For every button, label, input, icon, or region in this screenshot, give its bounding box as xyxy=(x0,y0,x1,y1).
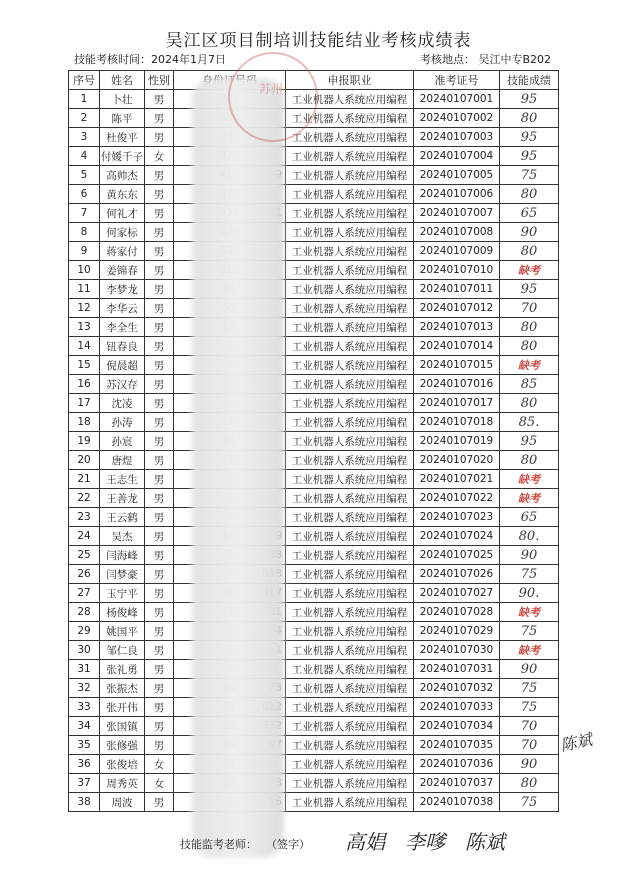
cell-gender: 男 xyxy=(145,394,174,413)
cell-gender: 男 xyxy=(145,717,174,736)
cell-ticket: 20240107022 xyxy=(414,489,500,508)
cell-job: 工业机器人系统应用编程 xyxy=(286,128,414,147)
cell-name: 付媛千子 xyxy=(100,147,145,166)
cell-job: 工业机器人系统应用编程 xyxy=(286,736,414,755)
table-row xyxy=(69,242,559,261)
cell-ticket: 20240107038 xyxy=(414,793,500,812)
signature-1: 高娼 xyxy=(345,830,385,854)
table-row xyxy=(69,223,559,242)
cell-no: 37 xyxy=(69,774,100,793)
redaction-blur xyxy=(192,78,284,858)
cell-name: 李梦龙 xyxy=(100,280,145,299)
cell-score: 缺考 xyxy=(500,470,559,489)
cell-job: 工业机器人系统应用编程 xyxy=(286,109,414,128)
table-row xyxy=(69,546,559,565)
cell-job: 工业机器人系统应用编程 xyxy=(286,223,414,242)
cell-gender: 男 xyxy=(145,166,174,185)
cell-score: 90 xyxy=(500,660,559,679)
cell-ticket: 20240107019 xyxy=(414,432,500,451)
cell-job: 工业机器人系统应用编程 xyxy=(286,622,414,641)
cell-name: 何礼才 xyxy=(100,204,145,223)
cell-name: 孙宸 xyxy=(100,432,145,451)
cell-name: 张振杰 xyxy=(100,679,145,698)
signature-note: （签字） xyxy=(266,838,310,851)
cell-no: 1 xyxy=(69,90,100,109)
cell-score: 90 xyxy=(500,223,559,242)
cell-no: 29 xyxy=(69,622,100,641)
cell-score: 缺考 xyxy=(500,603,559,622)
cell-ticket: 20240107007 xyxy=(414,204,500,223)
side-signature: 陈斌 xyxy=(558,729,594,756)
cell-ticket: 20240107002 xyxy=(414,109,500,128)
cell-no: 17 xyxy=(69,394,100,413)
cell-job: 工业机器人系统应用编程 xyxy=(286,261,414,280)
cell-ticket: 20240107035 xyxy=(414,736,500,755)
score-table xyxy=(68,70,559,812)
cell-name: 周波 xyxy=(100,793,145,812)
cell-no: 2 xyxy=(69,109,100,128)
header-score: 技能成绩 xyxy=(500,71,559,90)
cell-job: 工业机器人系统应用编程 xyxy=(286,489,414,508)
cell-no: 10 xyxy=(69,261,100,280)
cell-no: 5 xyxy=(69,166,100,185)
cell-score: 75 xyxy=(500,622,559,641)
cell-ticket: 20240107018 xyxy=(414,413,500,432)
header-name: 姓名 xyxy=(100,71,145,90)
cell-job: 工业机器人系统应用编程 xyxy=(286,774,414,793)
cell-no: 19 xyxy=(69,432,100,451)
cell-no: 22 xyxy=(69,489,100,508)
table-row xyxy=(69,280,559,299)
table-row xyxy=(69,527,559,546)
cell-no: 15 xyxy=(69,356,100,375)
cell-ticket: 20240107028 xyxy=(414,603,500,622)
cell-no: 16 xyxy=(69,375,100,394)
table-row xyxy=(69,622,559,641)
cell-score: 80 xyxy=(500,451,559,470)
cell-job: 工业机器人系统应用编程 xyxy=(286,432,414,451)
cell-job: 工业机器人系统应用编程 xyxy=(286,413,414,432)
cell-score: 65 xyxy=(500,204,559,223)
cell-ticket: 20240107032 xyxy=(414,679,500,698)
cell-job: 工业机器人系统应用编程 xyxy=(286,451,414,470)
cell-name: 李华云 xyxy=(100,299,145,318)
cell-no: 13 xyxy=(69,318,100,337)
cell-name: 杜俊平 xyxy=(100,128,145,147)
cell-job: 工业机器人系统应用编程 xyxy=(286,185,414,204)
cell-gender: 女 xyxy=(145,755,174,774)
cell-score: 95 xyxy=(500,128,559,147)
header-job: 申报职业 xyxy=(286,71,414,90)
cell-score: 95 xyxy=(500,90,559,109)
cell-gender: 男 xyxy=(145,318,174,337)
table-row xyxy=(69,299,559,318)
cell-name: 张开伟 xyxy=(100,698,145,717)
cell-name: 王志生 xyxy=(100,470,145,489)
table-row xyxy=(69,774,559,793)
cell-gender: 男 xyxy=(145,204,174,223)
cell-name: 吴杰 xyxy=(100,527,145,546)
cell-no: 21 xyxy=(69,470,100,489)
cell-score: 80 xyxy=(500,337,559,356)
cell-gender: 女 xyxy=(145,774,174,793)
table-row xyxy=(69,261,559,280)
cell-no: 35 xyxy=(69,736,100,755)
cell-no: 12 xyxy=(69,299,100,318)
cell-score: 85 xyxy=(500,375,559,394)
cell-ticket: 20240107004 xyxy=(414,147,500,166)
table-row xyxy=(69,204,559,223)
header-no: 序号 xyxy=(69,71,100,90)
cell-job: 工业机器人系统应用编程 xyxy=(286,299,414,318)
cell-gender: 男 xyxy=(145,299,174,318)
table-row xyxy=(69,337,559,356)
cell-gender: 男 xyxy=(145,641,174,660)
cell-gender: 男 xyxy=(145,489,174,508)
table-row xyxy=(69,318,559,337)
cell-ticket: 20240107014 xyxy=(414,337,500,356)
cell-job: 工业机器人系统应用编程 xyxy=(286,147,414,166)
cell-job: 工业机器人系统应用编程 xyxy=(286,242,414,261)
cell-job: 工业机器人系统应用编程 xyxy=(286,679,414,698)
table-row xyxy=(69,603,559,622)
proctor-label: 技能监考老师： xyxy=(180,838,257,851)
cell-no: 3 xyxy=(69,128,100,147)
cell-job: 工业机器人系统应用编程 xyxy=(286,717,414,736)
cell-score: 70 xyxy=(500,299,559,318)
table-row xyxy=(69,584,559,603)
cell-score: 70 xyxy=(500,736,559,755)
cell-ticket: 20240107034 xyxy=(414,717,500,736)
cell-ticket: 20240107016 xyxy=(414,375,500,394)
cell-name: 张国镇 xyxy=(100,717,145,736)
cell-job: 工业机器人系统应用编程 xyxy=(286,546,414,565)
cell-no: 27 xyxy=(69,584,100,603)
cell-no: 25 xyxy=(69,546,100,565)
cell-job: 工业机器人系统应用编程 xyxy=(286,280,414,299)
cell-no: 28 xyxy=(69,603,100,622)
cell-score: 缺考 xyxy=(500,489,559,508)
cell-score: 70 xyxy=(500,717,559,736)
cell-name: 何家标 xyxy=(100,223,145,242)
cell-gender: 男 xyxy=(145,109,174,128)
cell-name: 唐煜 xyxy=(100,451,145,470)
cell-gender: 男 xyxy=(145,261,174,280)
cell-ticket: 20240107017 xyxy=(414,394,500,413)
cell-job: 工业机器人系统应用编程 xyxy=(286,527,414,546)
cell-score: 75 xyxy=(500,679,559,698)
cell-ticket: 20240107012 xyxy=(414,299,500,318)
exam-location: 考核地点： 吴江中专B202 xyxy=(420,53,552,66)
cell-no: 24 xyxy=(69,527,100,546)
table-row xyxy=(69,489,559,508)
cell-name: 黄东东 xyxy=(100,185,145,204)
cell-job: 工业机器人系统应用编程 xyxy=(286,508,414,527)
cell-score: 80. xyxy=(500,527,559,546)
cell-ticket: 20240107027 xyxy=(414,584,500,603)
cell-job: 工业机器人系统应用编程 xyxy=(286,584,414,603)
cell-gender: 男 xyxy=(145,280,174,299)
cell-no: 31 xyxy=(69,660,100,679)
table-row xyxy=(69,451,559,470)
cell-job: 工业机器人系统应用编程 xyxy=(286,356,414,375)
cell-job: 工业机器人系统应用编程 xyxy=(286,337,414,356)
official-stamp xyxy=(228,52,318,142)
cell-ticket: 20240107023 xyxy=(414,508,500,527)
cell-ticket: 20240107006 xyxy=(414,185,500,204)
cell-ticket: 20240107031 xyxy=(414,660,500,679)
cell-no: 8 xyxy=(69,223,100,242)
cell-ticket: 20240107010 xyxy=(414,261,500,280)
cell-score: 80 xyxy=(500,318,559,337)
cell-gender: 男 xyxy=(145,736,174,755)
table-row xyxy=(69,508,559,527)
header-gender: 性别 xyxy=(145,71,174,90)
cell-gender: 男 xyxy=(145,622,174,641)
cell-name: 高帅杰 xyxy=(100,166,145,185)
cell-name: 杨俊峰 xyxy=(100,603,145,622)
table-row xyxy=(69,717,559,736)
cell-name: 蒋家付 xyxy=(100,242,145,261)
cell-name: 李全生 xyxy=(100,318,145,337)
cell-job: 工业机器人系统应用编程 xyxy=(286,204,414,223)
cell-ticket: 20240107037 xyxy=(414,774,500,793)
cell-ticket: 20240107003 xyxy=(414,128,500,147)
table-row xyxy=(69,698,559,717)
cell-gender: 男 xyxy=(145,185,174,204)
table-row xyxy=(69,793,559,812)
cell-score: 75 xyxy=(500,565,559,584)
cell-name: 姚国平 xyxy=(100,622,145,641)
cell-gender: 男 xyxy=(145,508,174,527)
cell-no: 20 xyxy=(69,451,100,470)
cell-gender: 男 xyxy=(145,432,174,451)
cell-score: 80 xyxy=(500,109,559,128)
table-row xyxy=(69,166,559,185)
cell-score: 75 xyxy=(500,793,559,812)
header-ticket: 准考证号 xyxy=(414,71,500,90)
cell-name: 张俊培 xyxy=(100,755,145,774)
cell-score: 90 xyxy=(500,755,559,774)
cell-gender: 男 xyxy=(145,660,174,679)
table-row xyxy=(69,679,559,698)
cell-job: 工业机器人系统应用编程 xyxy=(286,698,414,717)
cell-gender: 男 xyxy=(145,242,174,261)
cell-score: 缺考 xyxy=(500,641,559,660)
cell-score: 80 xyxy=(500,394,559,413)
cell-job: 工业机器人系统应用编程 xyxy=(286,755,414,774)
cell-name: 姜锦春 xyxy=(100,261,145,280)
cell-gender: 男 xyxy=(145,337,174,356)
cell-gender: 男 xyxy=(145,451,174,470)
cell-ticket: 20240107029 xyxy=(414,622,500,641)
cell-score: 95 xyxy=(500,432,559,451)
cell-ticket: 20240107026 xyxy=(414,565,500,584)
signature-2: 李嗲 xyxy=(405,830,445,854)
cell-ticket: 20240107030 xyxy=(414,641,500,660)
cell-no: 32 xyxy=(69,679,100,698)
cell-name: 周秀英 xyxy=(100,774,145,793)
cell-ticket: 20240107015 xyxy=(414,356,500,375)
cell-name: 卜壮 xyxy=(100,90,145,109)
page-title: 吴江区项目制培训技能结业考核成绩表 xyxy=(165,31,472,51)
cell-score: 90. xyxy=(500,584,559,603)
table-row xyxy=(69,565,559,584)
cell-job: 工业机器人系统应用编程 xyxy=(286,90,414,109)
cell-job: 工业机器人系统应用编程 xyxy=(286,603,414,622)
cell-name: 闫梦豪 xyxy=(100,565,145,584)
cell-ticket: 20240107021 xyxy=(414,470,500,489)
stamp-text: 苏州 xyxy=(258,82,283,96)
cell-score: 75 xyxy=(500,698,559,717)
cell-gender: 男 xyxy=(145,679,174,698)
signature-3: 陈斌 xyxy=(465,830,505,854)
cell-no: 11 xyxy=(69,280,100,299)
cell-no: 4 xyxy=(69,147,100,166)
cell-ticket: 20240107024 xyxy=(414,527,500,546)
cell-gender: 男 xyxy=(145,375,174,394)
table-row xyxy=(69,736,559,755)
cell-score: 80 xyxy=(500,185,559,204)
table-row xyxy=(69,641,559,660)
exam-time: 技能考核时间：2024年1月7日 xyxy=(74,53,226,66)
cell-no: 30 xyxy=(69,641,100,660)
cell-score: 90 xyxy=(500,546,559,565)
cell-score: 缺考 xyxy=(500,356,559,375)
cell-gender: 男 xyxy=(145,223,174,242)
cell-no: 38 xyxy=(69,793,100,812)
cell-job: 工业机器人系统应用编程 xyxy=(286,565,414,584)
cell-name: 王云鹤 xyxy=(100,508,145,527)
cell-gender: 男 xyxy=(145,413,174,432)
cell-score: 85. xyxy=(500,413,559,432)
cell-no: 14 xyxy=(69,337,100,356)
cell-job: 工业机器人系统应用编程 xyxy=(286,660,414,679)
cell-ticket: 20240107013 xyxy=(414,318,500,337)
cell-gender: 男 xyxy=(145,793,174,812)
cell-gender: 男 xyxy=(145,527,174,546)
cell-gender: 男 xyxy=(145,603,174,622)
cell-score: 95 xyxy=(500,147,559,166)
cell-job: 工业机器人系统应用编程 xyxy=(286,470,414,489)
cell-score: 75 xyxy=(500,166,559,185)
cell-ticket: 20240107011 xyxy=(414,280,500,299)
cell-name: 王善龙 xyxy=(100,489,145,508)
cell-no: 36 xyxy=(69,755,100,774)
cell-ticket: 20240107005 xyxy=(414,166,500,185)
table-row xyxy=(69,375,559,394)
cell-gender: 女 xyxy=(145,147,174,166)
cell-score: 65 xyxy=(500,508,559,527)
cell-name: 张修强 xyxy=(100,736,145,755)
cell-gender: 男 xyxy=(145,584,174,603)
cell-no: 7 xyxy=(69,204,100,223)
cell-name: 邹仁良 xyxy=(100,641,145,660)
cell-no: 18 xyxy=(69,413,100,432)
cell-no: 6 xyxy=(69,185,100,204)
cell-name: 倪晨超 xyxy=(100,356,145,375)
cell-score: 95 xyxy=(500,280,559,299)
cell-name: 沈凌 xyxy=(100,394,145,413)
cell-gender: 男 xyxy=(145,698,174,717)
table-row xyxy=(69,470,559,489)
cell-name: 陈平 xyxy=(100,109,145,128)
cell-ticket: 20240107008 xyxy=(414,223,500,242)
cell-ticket: 20240107020 xyxy=(414,451,500,470)
cell-ticket: 20240107001 xyxy=(414,90,500,109)
cell-job: 工业机器人系统应用编程 xyxy=(286,166,414,185)
cell-name: 玉宁平 xyxy=(100,584,145,603)
cell-job: 工业机器人系统应用编程 xyxy=(286,318,414,337)
cell-name: 苏汉存 xyxy=(100,375,145,394)
table-row xyxy=(69,147,559,166)
cell-no: 34 xyxy=(69,717,100,736)
cell-job: 工业机器人系统应用编程 xyxy=(286,394,414,413)
cell-ticket: 20240107036 xyxy=(414,755,500,774)
cell-no: 33 xyxy=(69,698,100,717)
cell-name: 张礼勇 xyxy=(100,660,145,679)
cell-score: 80 xyxy=(500,774,559,793)
table-row xyxy=(69,394,559,413)
table-row xyxy=(69,356,559,375)
cell-no: 26 xyxy=(69,565,100,584)
cell-gender: 男 xyxy=(145,565,174,584)
cell-name: 钮春良 xyxy=(100,337,145,356)
cell-job: 工业机器人系统应用编程 xyxy=(286,793,414,812)
cell-score: 缺考 xyxy=(500,261,559,280)
cell-ticket: 20240107033 xyxy=(414,698,500,717)
table-row xyxy=(69,755,559,774)
cell-gender: 男 xyxy=(145,356,174,375)
cell-job: 工业机器人系统应用编程 xyxy=(286,641,414,660)
cell-gender: 男 xyxy=(145,128,174,147)
cell-gender: 男 xyxy=(145,90,174,109)
cell-gender: 男 xyxy=(145,546,174,565)
cell-name: 闫海峰 xyxy=(100,546,145,565)
cell-no: 9 xyxy=(69,242,100,261)
table-row xyxy=(69,432,559,451)
cell-no: 23 xyxy=(69,508,100,527)
table-row xyxy=(69,128,559,147)
cell-gender: 男 xyxy=(145,470,174,489)
cell-ticket: 20240107025 xyxy=(414,546,500,565)
table-row xyxy=(69,185,559,204)
cell-job: 工业机器人系统应用编程 xyxy=(286,375,414,394)
table-row xyxy=(69,660,559,679)
table-row xyxy=(69,413,559,432)
cell-ticket: 20240107009 xyxy=(414,242,500,261)
cell-score: 80 xyxy=(500,242,559,261)
cell-name: 孙涛 xyxy=(100,413,145,432)
